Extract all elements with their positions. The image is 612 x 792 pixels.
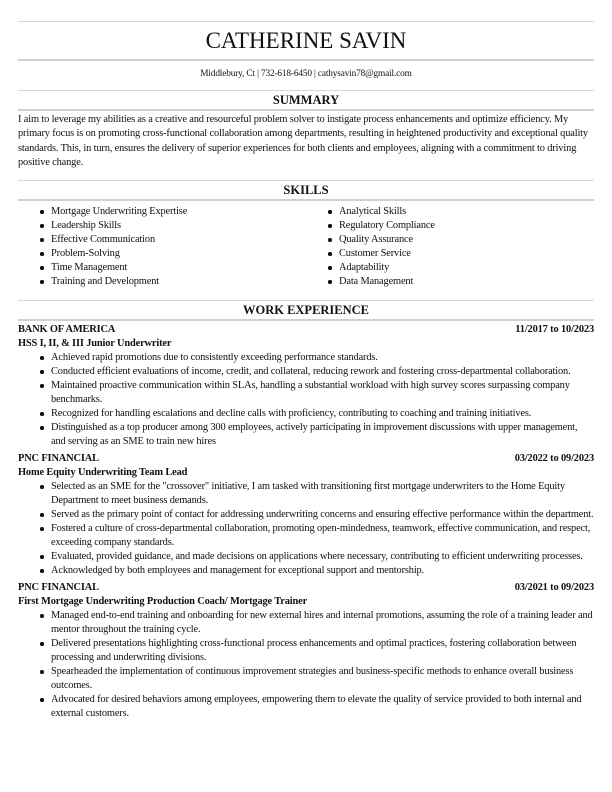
job-title: First Mortgage Underwriting Production Coach/ Mortgage Trainer (18, 595, 308, 607)
skill-item: Time Management (18, 261, 306, 275)
job-header (18, 452, 594, 466)
bullet-item: Delivered presentations highlighting cross-functional process enhancements and optimal practices, fostering collaboration between processing and underwriting divisions. (18, 637, 594, 665)
skills-column-left (18, 205, 306, 289)
skill-item: Mortgage Underwriting Expertise (18, 205, 306, 219)
job-entry (18, 452, 594, 578)
divider (18, 21, 594, 22)
skill-item: Training and Development (18, 275, 306, 289)
job-bullets (18, 609, 594, 721)
bullet-item: Maintained proactive communication within SLAs, handling a substantial workload with high survey scores surpassing company benchmarks. (18, 379, 594, 407)
skill-item: Adaptability (306, 261, 594, 275)
job-bullets (18, 480, 594, 578)
bullet-item: Conducted efficient evaluations of income, credit, and collateral, reducing rework and fostering cross-departmental collaboration. (18, 365, 594, 379)
job-title: Home Equity Underwriting Team Lead (18, 466, 188, 478)
job-header (18, 323, 594, 337)
bullet-item: Selected as an SME for the "crossover" initiative, I am tasked with transitioning first mortgage underwriters to the Home Equity Department to meet business demands. (18, 480, 594, 508)
skills-list (18, 205, 594, 289)
job-entry (18, 323, 594, 449)
divider (18, 199, 594, 201)
job-dates: 11/2017 to 10/2023 (515, 323, 594, 335)
skill-item: Analytical Skills (306, 205, 594, 219)
summary-heading: SUMMARY (272, 93, 340, 107)
resume-page (18, 0, 594, 721)
divider (18, 59, 594, 61)
job-dates: 03/2022 to 09/2023 (514, 452, 594, 464)
summary-text: I aim to leverage my abilities as a creative and resourceful problem solver to instigate process enhancements and optimize efficiency. My primary focus is on promoting cross-functional collaboration among departments, resulting in heightened productivity and exceptional quality standards. This, in turn, ensures the delivery of superior experiences for both clients and employees, aligning with a commitment to driving positive change. (18, 114, 588, 169)
skill-item: Regulatory Compliance (306, 219, 594, 233)
experience-heading: WORK EXPERIENCE (242, 302, 370, 317)
skill-item: Problem-Solving (18, 247, 306, 261)
job-title: HSS I, II, & III Junior Underwriter (18, 337, 172, 349)
bullet-item: Achieved rapid promotions due to consistently exceeding performance standards. (18, 351, 594, 365)
bullet-item: Fostered a culture of cross-departmental collaboration, promoting open-mindedness, teamwork, effective communication, and respect, exceeding company standards. (18, 522, 594, 550)
job-entry (18, 581, 594, 721)
skill-item: Quality Assurance (306, 233, 594, 247)
skills-column-right (306, 205, 594, 289)
job-bullets (18, 351, 594, 449)
company-name: BANK OF AMERICA (18, 323, 116, 335)
job-header (18, 581, 594, 595)
company-name: PNC FINANCIAL (18, 452, 99, 464)
skill-item: Customer Service (306, 247, 594, 261)
skill-item: Data Management (306, 275, 594, 289)
bullet-item: Evaluated, provided guidance, and made decisions on applications where necessary, contributing to efficient underwriting processes. (18, 550, 594, 564)
divider (18, 319, 594, 321)
bullet-item: Acknowledged by both employees and management for exceptional support and mentorship. (18, 564, 594, 578)
bullet-item: Spearheaded the implementation of continuous improvement strategies and business-specific methods to enhance overall business outcomes. (18, 665, 594, 693)
divider (18, 109, 594, 111)
bullet-item: Distinguished as a top producer among 300 employees, actively participating in improvement discussions with upper management, and serving as an SME to train new hires (18, 421, 594, 449)
candidate-name: CATHERINE SAVIN (205, 28, 407, 53)
contact-info: Middlebury, Ct | 732-618-6450 | cathysavin78@gmail.com (200, 69, 412, 79)
skill-item: Effective Communication (18, 233, 306, 247)
skill-item: Leadership Skills (18, 219, 306, 233)
job-dates: 03/2021 to 09/2023 (514, 581, 594, 593)
bullet-item: Recognized for handling escalations and decline calls with proficiency, contributing to coaching and training initiatives. (18, 407, 594, 421)
experience-list (18, 323, 594, 721)
bullet-item: Advocated for desired behaviors among employees, empowering them to elevate the quality of service provided to both internal and external customers. (18, 693, 594, 721)
company-name: PNC FINANCIAL (18, 581, 99, 593)
skills-heading: SKILLS (283, 182, 329, 197)
bullet-item: Managed end-to-end training and onboarding for new external hires and internal promotions, assuming the role of a training leader and mentor throughout the training cycle. (18, 609, 594, 637)
bullet-item: Served as the primary point of contact for addressing underwriting concerns and ensuring effective performance within the department. (18, 508, 594, 522)
